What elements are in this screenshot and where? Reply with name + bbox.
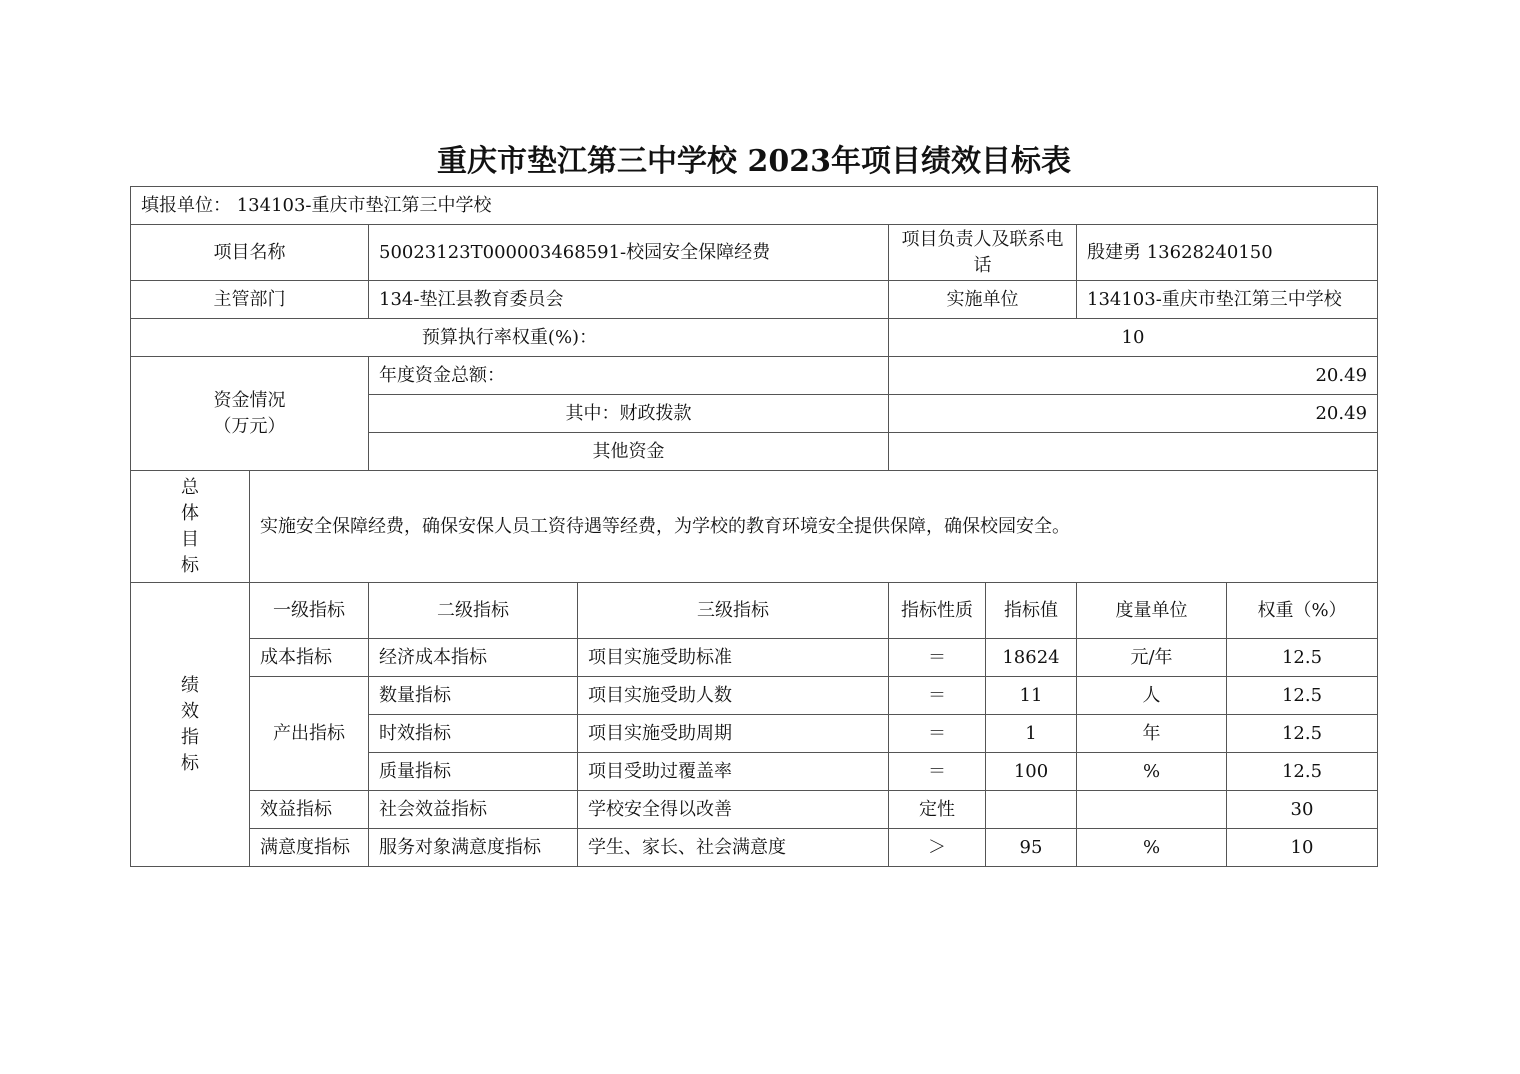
page-title: 重庆市垫江第三中学校 2023年项目绩效目标表 — [437, 144, 1071, 179]
funds-label-line1: 资金情况 — [213, 389, 286, 411]
row-level3: 项目实施受助标准 — [578, 639, 889, 677]
budget-weight-value: 10 — [889, 319, 1378, 357]
row-value: 18624 — [986, 639, 1077, 677]
row-level2: 社会效益指标 — [369, 791, 578, 829]
goal-label-char: 标 — [181, 554, 199, 576]
header-level2: 二级指标 — [369, 583, 578, 639]
row-unit: % — [1077, 829, 1227, 867]
table-row — [131, 677, 1378, 715]
row-level2: 服务对象满意度指标 — [369, 829, 578, 867]
row-unit — [1077, 791, 1227, 829]
row-level3: 学校安全得以改善 — [578, 791, 889, 829]
row-level3: 项目受助过覆盖率 — [578, 753, 889, 791]
row-level1: 成本指标 — [250, 639, 369, 677]
row-level1: 满意度指标 — [250, 829, 369, 867]
row-unit: 元/年 — [1077, 639, 1227, 677]
row-weight: 12.5 — [1227, 753, 1378, 791]
dept-value: 134-垫江县教育委员会 — [369, 281, 889, 319]
header-weight: 权重（%） — [1227, 583, 1378, 639]
row-level3: 项目实施受助人数 — [578, 677, 889, 715]
row-unit: 年 — [1077, 715, 1227, 753]
row-nature: ＝ — [889, 639, 986, 677]
row-value — [986, 791, 1077, 829]
indicators-label-char: 指 — [181, 726, 199, 748]
goal-label-char: 目 — [181, 528, 199, 550]
header-nature: 指标性质 — [889, 583, 986, 639]
goal-text: 实施安全保障经费，确保安保人员工资待遇等经费，为学校的教育环境安全提供保障，确保校园安全。 — [250, 471, 1378, 583]
row-level2: 时效指标 — [369, 715, 578, 753]
row-value: 95 — [986, 829, 1077, 867]
row-level2: 经济成本指标 — [369, 639, 578, 677]
table-row — [131, 791, 1378, 829]
funds-total-label: 年度资金总额： — [369, 357, 889, 395]
goal-label-char: 体 — [181, 502, 199, 524]
indicators-label-char: 效 — [181, 700, 199, 722]
output-group-label: 产出指标 — [250, 677, 369, 791]
funds-fiscal-label: 其中：财政拨款 — [369, 395, 889, 433]
row-weight: 10 — [1227, 829, 1378, 867]
filing-unit: 填报单位： 134103-重庆市垫江第三中学校 — [131, 187, 1378, 225]
table-row — [131, 829, 1378, 867]
header-unit: 度量单位 — [1077, 583, 1227, 639]
row-unit: 人 — [1077, 677, 1227, 715]
row-weight: 12.5 — [1227, 715, 1378, 753]
project-contact-value: 殷建勇 13628240150 — [1077, 225, 1378, 281]
row-weight: 12.5 — [1227, 639, 1378, 677]
indicators-label-char: 绩 — [181, 674, 199, 696]
row-value: 11 — [986, 677, 1077, 715]
header-value: 指标值 — [986, 583, 1077, 639]
goal-label-char: 总 — [181, 476, 199, 498]
row-level2: 数量指标 — [369, 677, 578, 715]
row-value: 100 — [986, 753, 1077, 791]
budget-weight-label: 预算执行率权重(%)： — [131, 319, 889, 357]
performance-target-table — [130, 186, 1378, 867]
row-nature: ＞ — [889, 829, 986, 867]
row-nature: ＝ — [889, 753, 986, 791]
row-level3: 学生、家长、社会满意度 — [578, 829, 889, 867]
project-contact-label: 项目负责人及联系电话 — [889, 225, 1077, 281]
project-name-label: 项目名称 — [131, 225, 369, 281]
row-level3: 项目实施受助周期 — [578, 715, 889, 753]
impl-unit-value: 134103-重庆市垫江第三中学校 — [1077, 281, 1378, 319]
row-weight: 12.5 — [1227, 677, 1378, 715]
funds-other-label: 其他资金 — [369, 433, 889, 471]
row-nature: 定性 — [889, 791, 986, 829]
dept-label: 主管部门 — [131, 281, 369, 319]
header-level3: 三级指标 — [578, 583, 889, 639]
project-name-value: 50023123T000003468591-校园安全保障经费 — [369, 225, 889, 281]
funds-total-value: 20.49 — [889, 357, 1378, 395]
funds-fiscal-value: 20.49 — [889, 395, 1378, 433]
row-level1: 效益指标 — [250, 791, 369, 829]
row-value: 1 — [986, 715, 1077, 753]
row-weight: 30 — [1227, 791, 1378, 829]
funds-other-value — [889, 433, 1378, 471]
row-nature: ＝ — [889, 715, 986, 753]
impl-unit-label: 实施单位 — [889, 281, 1077, 319]
table-row — [131, 639, 1378, 677]
goal-label — [131, 471, 250, 583]
row-nature: ＝ — [889, 677, 986, 715]
indicators-label — [131, 583, 250, 867]
row-level2: 质量指标 — [369, 753, 578, 791]
indicators-label-char: 标 — [181, 752, 199, 774]
header-level1: 一级指标 — [250, 583, 369, 639]
row-unit: % — [1077, 753, 1227, 791]
funds-label-line2: （万元） — [213, 415, 286, 437]
funds-label — [131, 357, 369, 471]
